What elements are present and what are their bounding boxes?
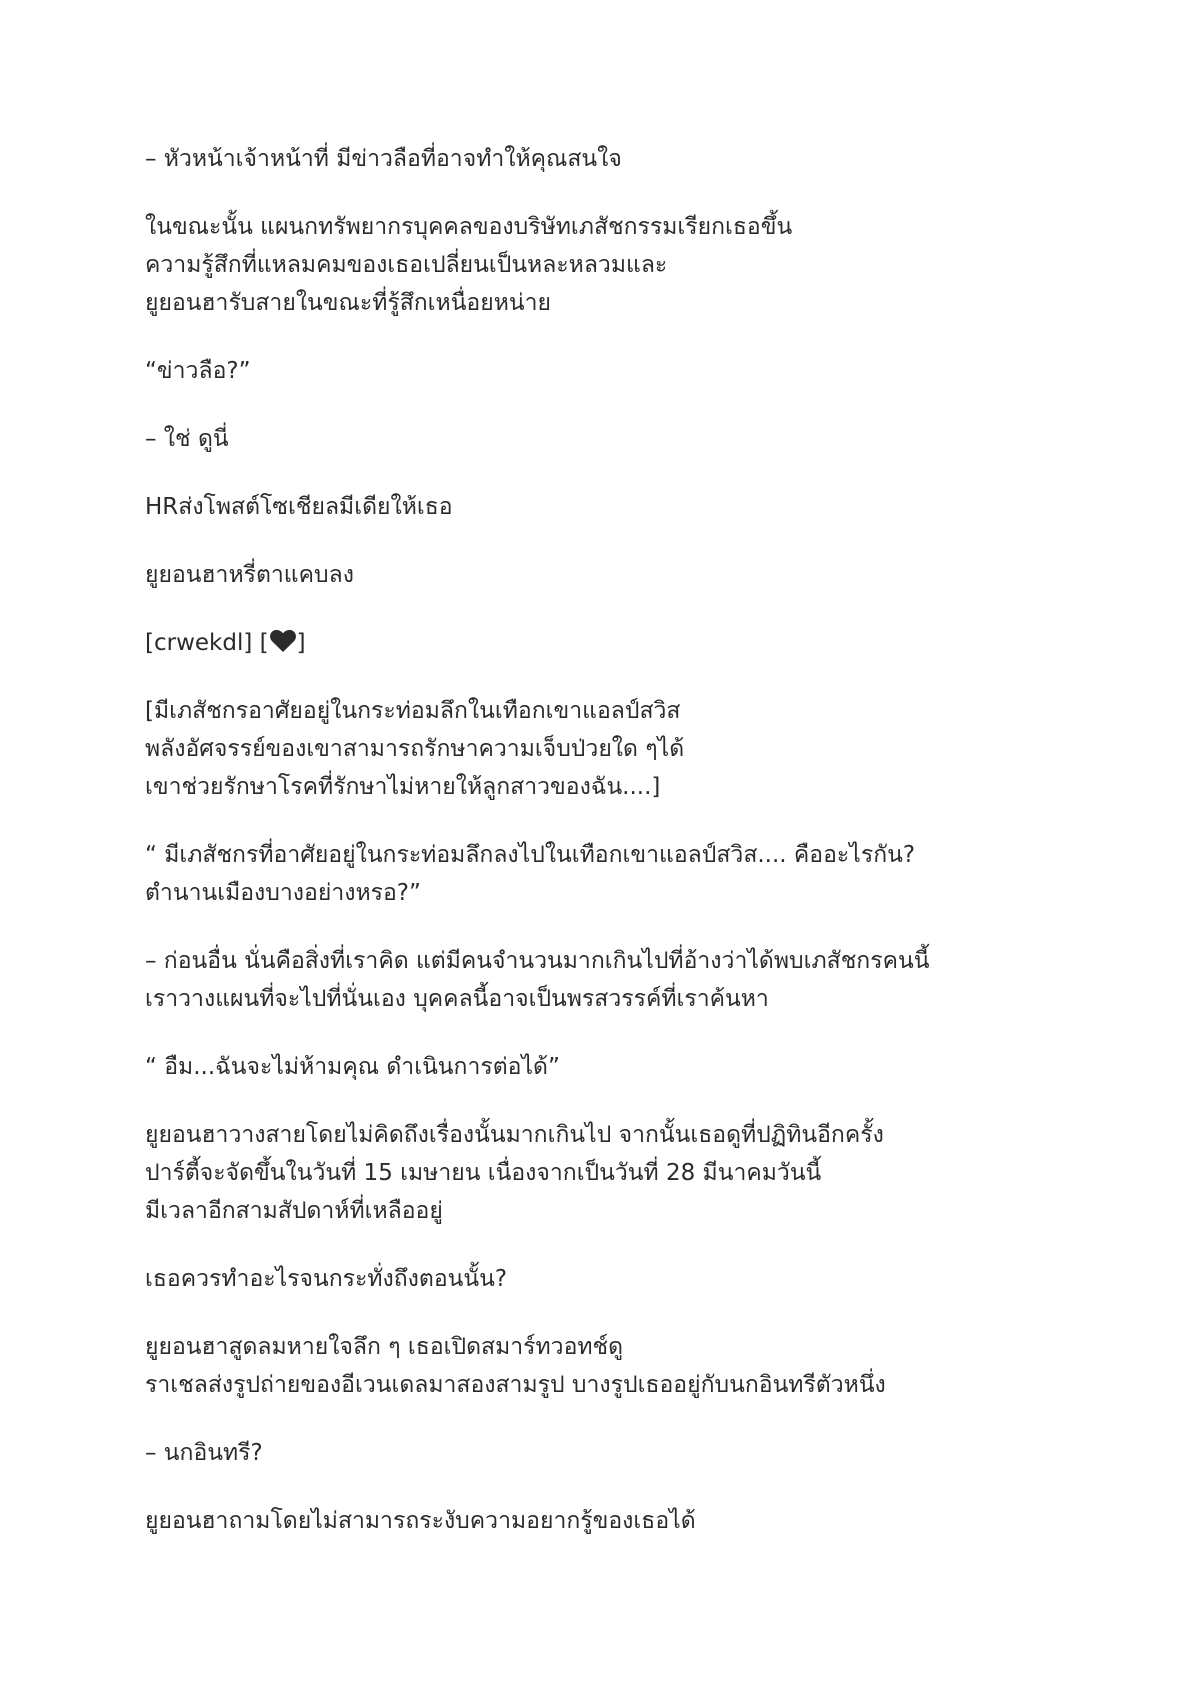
- text-line: เราวางแผนที่จะไปที่นั่นเอง บุคคลนี้อาจเป็นพรสวรรค์ที่เราค้นหา: [145, 986, 769, 1012]
- text-line: “ข่าวลือ?”: [145, 358, 251, 384]
- text-line: – นกอินทรี?: [145, 1440, 263, 1466]
- text-line: มีเวลาอีกสามสัปดาห์ที่เหลืออยู่: [145, 1198, 443, 1224]
- text-line: ราเชลส่งรูปถ่ายของอีเวนเดลมาสองสามรูป บางรูปเธออยู่กับนกอินทรีตัวหนึ่ง: [145, 1372, 886, 1398]
- paragraph: [145, 1116, 1045, 1230]
- text-line: ยูยอนฮาหรี่ตาแคบลง: [145, 562, 354, 588]
- paragraph: [145, 942, 1045, 1018]
- paragraph: [145, 1502, 1045, 1540]
- paragraph: [145, 352, 1045, 390]
- paragraph: [145, 420, 1045, 458]
- paragraph: [145, 1328, 1045, 1404]
- paragraph: [145, 1048, 1045, 1086]
- heart-icon: [269, 629, 297, 653]
- text-line: เขาช่วยรักษาโรคที่รักษาไม่หายให้ลูกสาวของฉัน....]: [145, 774, 661, 800]
- document-body: [145, 140, 1045, 1570]
- text-line: พลังอัศจรรย์ของเขาสามารถรักษาความเจ็บป่วยใด ๆได้: [145, 736, 685, 762]
- text-line: ในขณะนั้น แผนกทรัพยากรบุคคลของบริษัทเภสัชกรรมเรียกเธอขึ้น: [145, 214, 793, 240]
- paragraph: [145, 140, 1045, 178]
- text-line: ยูยอนฮาวางสายโดยไม่คิดถึงเรื่องนั้นมากเกินไป จากนั้นเธอดูที่ปฏิทินอีกครั้ง: [145, 1122, 884, 1148]
- paragraph: [145, 556, 1045, 594]
- text-line: – หัวหน้าเจ้าหน้าที่ มีข่าวลือที่อาจทำให้คุณสนใจ: [145, 146, 622, 172]
- post-header-line: [145, 624, 1045, 662]
- text-line: – ใช่ ดูนี่: [145, 426, 229, 452]
- post-header: [145, 624, 1045, 662]
- text-line: เธอควรทำอะไรจนกระทั่งถึงตอนนั้น?: [145, 1266, 508, 1292]
- open-bracket: [: [259, 630, 269, 656]
- text-line: HRส่งโพสต์โซเชียลมีเดียให้เธอ: [145, 494, 453, 520]
- paragraph: [145, 1434, 1045, 1472]
- text-line: [มีเภสัชกรอาศัยอยู่ในกระท่อมลึกในเทือกเขาแอลป์สวิส: [145, 698, 681, 724]
- text-line: – ก่อนอื่น นั่นคือสิ่งที่เราคิด แต่มีคนจำนวนมากเกินไปที่อ้างว่าได้พบเภสัชกรคนนี้: [145, 948, 930, 974]
- paragraph: [145, 836, 1045, 912]
- paragraph: [145, 488, 1045, 526]
- paragraph: [145, 1260, 1045, 1298]
- text-line: “ มีเภสัชกรที่อาศัยอยู่ในกระท่อมลึกลงไปในเทือกเขาแอลป์สวิส.... คืออะไรกัน?: [145, 842, 916, 868]
- text-line: ความรู้สึกที่แหลมคมของเธอเปลี่ยนเป็นหละหลวมและ: [145, 252, 668, 278]
- paragraph: [145, 692, 1045, 806]
- text-line: “ อืม...ฉันจะไม่ห้ามคุณ ดำเนินการต่อได้”: [145, 1054, 560, 1080]
- text-line: ยูยอนฮารับสายในขณะที่รู้สึกเหนื่อยหน่าย: [145, 290, 551, 316]
- close-bracket: ]: [296, 630, 306, 656]
- paragraph: [145, 208, 1045, 322]
- text-line: ตำนานเมืองบางอย่างหรอ?”: [145, 880, 421, 906]
- post-username: [crwekdl]: [145, 630, 253, 656]
- text-line: ปาร์ตี้จะจัดขึ้นในวันที่ 15 เมษายน เนื่องจากเป็นวันที่ 28 มีนาคมวันนี้: [145, 1160, 822, 1186]
- text-line: ยูยอนฮาถามโดยไม่สามารถระงับความอยากรู้ของเธอได้: [145, 1508, 696, 1534]
- text-line: ยูยอนฮาสูดลมหายใจลึก ๆ เธอเปิดสมาร์ทวอทช์ดู: [145, 1334, 624, 1360]
